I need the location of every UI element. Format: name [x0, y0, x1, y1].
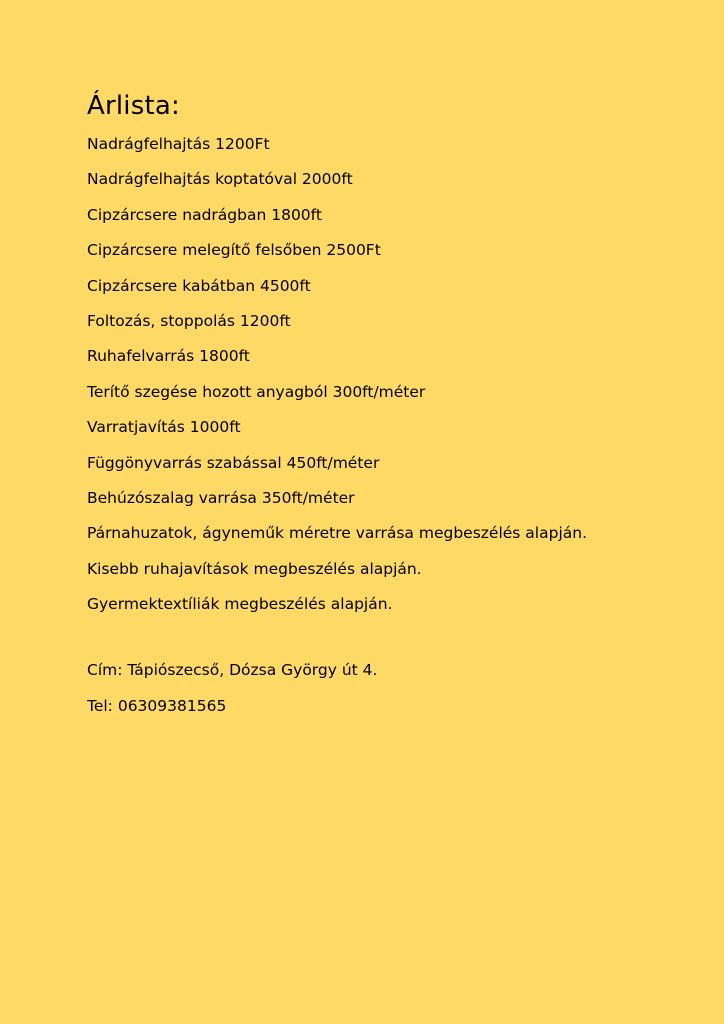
contact-info — [87, 660, 707, 731]
price-item: Cipzárcsere melegítő felsőben 2500Ft — [87, 241, 381, 260]
price-item: Kisebb ruhajavítások megbeszélés alapján. — [87, 559, 422, 578]
phone-line: Tel: 06309381565 — [87, 696, 227, 715]
price-item: Nadrágfelhajtás koptatóval 2000ft — [87, 170, 353, 189]
price-item: Gyermektextíliák megbeszélés alapján. — [87, 595, 393, 614]
price-item: Foltozás, stoppolás 1200ft — [87, 311, 291, 330]
price-item: Cipzárcsere kabátban 4500ft — [87, 276, 311, 295]
address-line: Cím: Tápiószecső, Dózsa György út 4. — [87, 661, 378, 680]
price-item: Nadrágfelhajtás 1200Ft — [87, 135, 270, 153]
price-item: Varratjavítás 1000ft — [87, 418, 241, 437]
price-list — [87, 134, 707, 629]
price-item: Behúzószalag varrása 350ft/méter — [87, 488, 355, 507]
price-item: Cipzárcsere nadrágban 1800ft — [87, 205, 322, 224]
price-item: Ruhafelvarrás 1800ft — [87, 347, 250, 366]
price-item: Terítő szegése hozott anyagból 300ft/méter — [87, 382, 426, 401]
price-list-page — [87, 88, 707, 731]
price-item: Függönyvarrás szabással 450ft/méter — [87, 453, 380, 472]
page-title: Árlista: — [87, 91, 180, 121]
price-item: Párnahuzatok, ágyneműk méretre varrása megbeszélés alapján. — [87, 524, 587, 543]
